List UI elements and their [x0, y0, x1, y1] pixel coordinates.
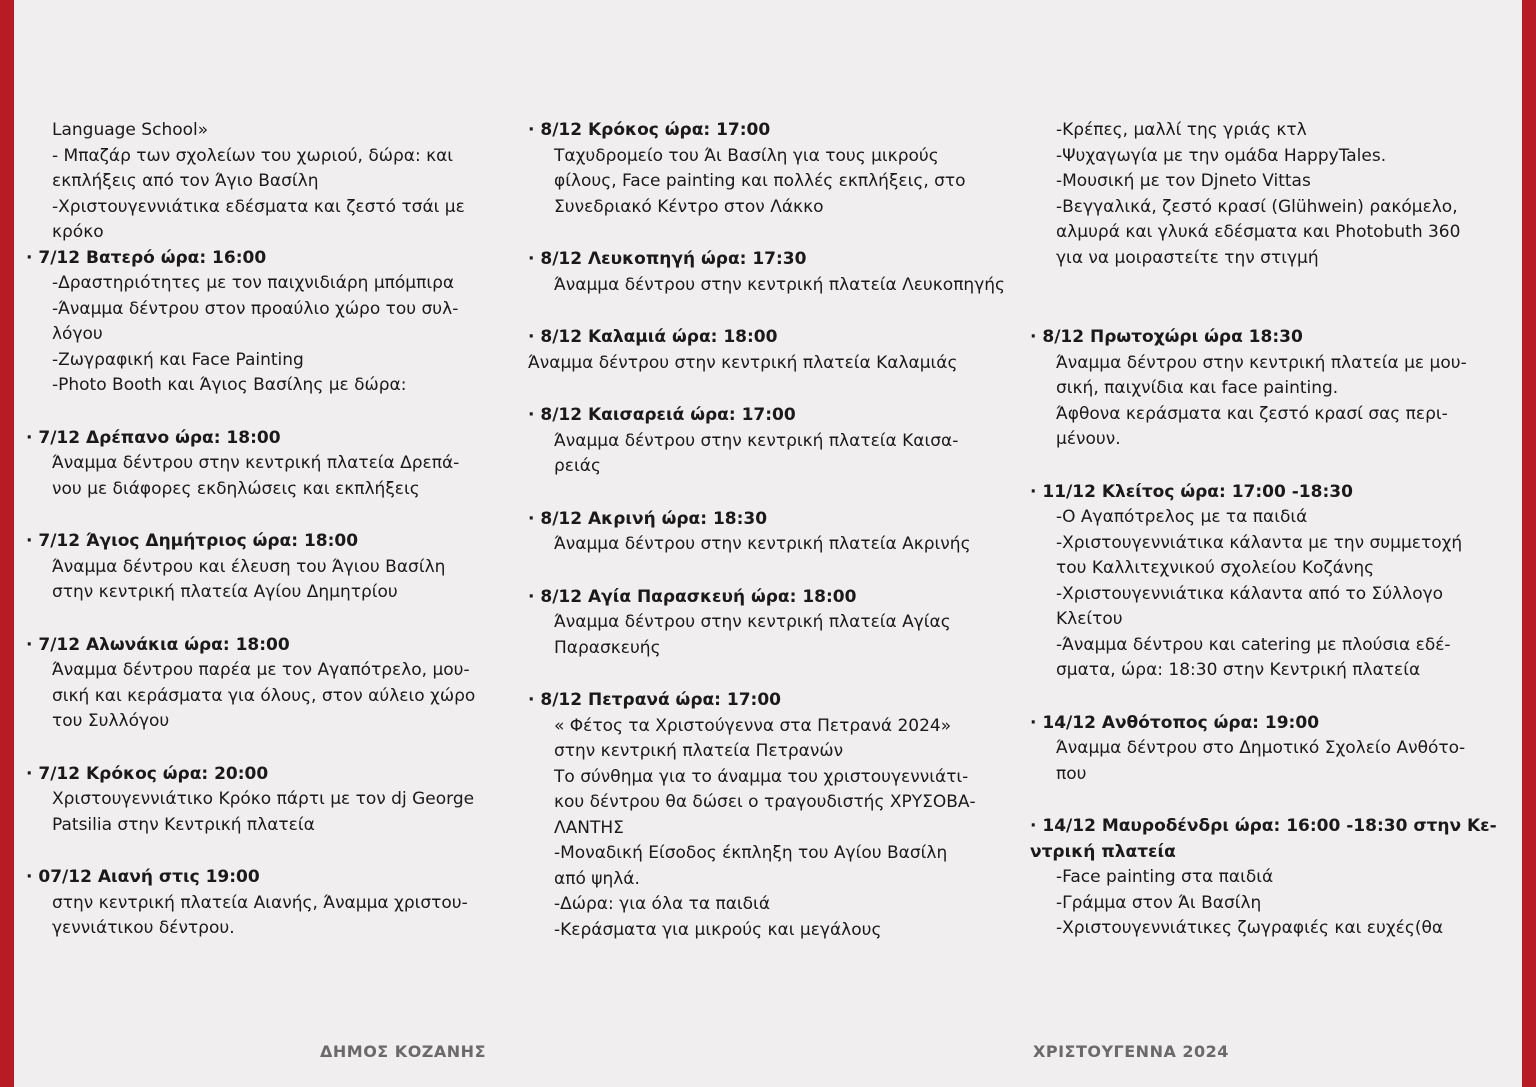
spacer — [1030, 684, 1510, 711]
event-heading: · 8/12 Λευκοπηγή ώρα: 17:30 — [528, 249, 807, 269]
event-detail-line: -Χριστουγεννιάτικα κάλαντα από το Σύλλογο — [1056, 583, 1444, 604]
footer-event-title: ΧΡΙΣΤΟΥΓΕΝΝΑ 2024 — [1033, 1042, 1229, 1061]
column-2 — [528, 118, 1018, 943]
event-detail-line: από ψηλά. — [554, 868, 640, 889]
spacer — [1030, 787, 1510, 814]
event-detail-line: -Χριστουγεννιάτικες ζωγραφιές και ευχές(θα — [1056, 918, 1444, 938]
event-detail-line: -Χριστουγεννιάτικα κάλαντα με την συμμετοχή — [1056, 532, 1463, 553]
event-detail-line: Άναμμα δέντρου παρέα με τον Αγαπότρελο, μου- — [52, 660, 470, 680]
spacer — [1030, 453, 1510, 480]
event-detail-line: - Μπαζάρ των σχολείων του χωριού, δώρα: και — [52, 145, 454, 166]
spacer — [528, 376, 1018, 403]
event-detail-line: ΛΑΝΤΗΣ — [554, 817, 624, 838]
event-heading: ντρική πλατεία — [1030, 841, 1176, 862]
event-detail-line: του Συλλόγου — [52, 711, 170, 731]
event-detail-line: -Ψυχαγωγία με την ομάδα HappyTales. — [1056, 145, 1387, 166]
event-detail-line: του Καλλιτεχνικού σχολείου Κοζάνης — [1056, 558, 1375, 578]
event-detail-line: αλμυρά και γλυκά εδέσματα και Photobuth 360 — [1056, 222, 1461, 242]
event-detail-line: Άφθονα κεράσματα και ζεστό κρασί σας περι- — [1056, 403, 1448, 424]
event-detail-line: -Ο Αγαπότρελος με τα παιδιά — [1056, 507, 1308, 527]
event-detail-line: -Άναμμα δέντρου και catering με πλούσια εδέ- — [1056, 634, 1451, 655]
event-detail-line: φίλους, Face painting και πολλές εκπλήξεις, στο — [554, 171, 966, 191]
event-detail-line: μένουν. — [1056, 429, 1121, 449]
event-detail-line: για να μοιραστείτε την στιγμή — [1056, 247, 1319, 268]
event-detail-line: -Μουσική με τον Djneto Vittas — [1056, 171, 1311, 191]
event-detail-line: Χριστουγεννιάτικο Κρόκο πάρτι με τον dj George — [52, 789, 475, 809]
event-detail-line: γεννιάτικου δέντρου. — [52, 918, 235, 938]
event-detail-line: Παρασκευής — [554, 637, 661, 658]
event-detail-line: -Άναμμα δέντρου στον προαύλιο χώρο του συλ- — [52, 298, 459, 319]
event-detail-line: Patsilia στην Κεντρική πλατεία — [52, 814, 315, 835]
event-detail-line: -Βεγγαλικά, ζεστό κρασί (Glühwein) ρακόμελο, — [1056, 196, 1458, 217]
event-detail-line: -Κεράσματα για μικρούς και μεγάλους — [554, 919, 882, 940]
event-detail-line: Άναμμα δέντρου στην κεντρική πλατεία Καλαμιάς — [528, 352, 958, 373]
event-detail-line: -Γράμμα στον Άι Βασίλη — [1056, 892, 1262, 913]
event-detail-line: Άναμμα δέντρου στο Δημοτικό Σχολείο Ανθότο- — [1056, 738, 1466, 758]
event-heading: · 7/12 Δρέπανο ώρα: 18:00 — [26, 427, 281, 448]
event-detail-line: Ταχυδρομείο του Άι Βασίλη για τους μικρούς — [554, 145, 939, 166]
event-heading: · 11/12 Κλείτος ώρα: 17:00 -18:30 — [1030, 481, 1353, 502]
spacer — [26, 735, 506, 762]
event-detail-line: στην κεντρική πλατεία Αιανής, Άναμμα χριστου- — [52, 892, 468, 913]
event-detail-line: κρόκο — [52, 222, 104, 242]
spacer — [528, 661, 1018, 688]
spacer — [528, 298, 1018, 325]
event-detail-line: ρειάς — [554, 456, 601, 476]
event-detail-line: -Δώρα: για όλα τα παιδιά — [554, 894, 771, 914]
event-detail-line: νου με διάφορες εκδηλώσεις και εκπλήξεις — [52, 478, 420, 499]
event-detail-line: Συνεδριακό Κέντρο στον Λάκκο — [554, 196, 824, 217]
event-detail-line: -Ζωγραφική και Face Painting — [52, 349, 304, 370]
right-red-border — [1522, 0, 1536, 1087]
event-heading: · 7/12 Κρόκος ώρα: 20:00 — [26, 763, 269, 784]
event-detail-line: σική και κεράσματα για όλους, στον αύλειο χώρο — [52, 685, 476, 706]
event-detail-line: -Δραστηριότητες με τον παιχνιδιάρη μπόμπιρα — [52, 273, 455, 293]
event-heading: · 8/12 Καλαμιά ώρα: 18:00 — [528, 327, 778, 347]
event-detail-line: -Μοναδική Είσοδος έκπληξη του Αγίου Βασίλη — [554, 843, 948, 863]
spacer — [26, 502, 506, 529]
event-detail-line: Κλείτου — [1056, 609, 1123, 629]
event-detail-line: εκπλήξεις από τον Άγιο Βασίλη — [52, 171, 319, 191]
event-heading: · 14/12 Ανθότοπος ώρα: 19:00 — [1030, 712, 1320, 733]
event-heading: · 14/12 Μαυροδένδρι ώρα: 16:00 -18:30 στην Κε- — [1030, 816, 1497, 836]
event-heading: · 07/12 Αιανή στις 19:00 — [26, 867, 260, 887]
spacer — [528, 558, 1018, 585]
event-detail-line: Άναμμα δέντρου στην κεντρική πλατεία με μου- — [1056, 352, 1467, 373]
event-detail-line: σική, παιχνίδια και face painting. — [1056, 378, 1339, 398]
event-detail-line: -Χριστουγεννιάτικα εδέσματα και ζεστό τσάι με — [52, 196, 465, 217]
event-detail-line: σματα, ώρα: 18:30 στην Κεντρική πλατεία — [1056, 660, 1421, 680]
event-detail-line: στην κεντρική πλατεία Πετρανών — [554, 741, 844, 761]
event-heading: · 7/12 Αλωνάκια ώρα: 18:00 — [26, 634, 290, 655]
event-detail-line: Άναμμα δέντρου στην κεντρική πλατεία Δρεπά- — [52, 453, 460, 473]
event-detail-line: στην κεντρική πλατεία Αγίου Δημητρίου — [52, 582, 398, 602]
event-heading: · 8/12 Καισαρειά ώρα: 17:00 — [528, 405, 796, 425]
event-heading: · 7/12 Άγιος Δημήτριος ώρα: 18:00 — [26, 531, 359, 551]
spacer — [26, 399, 506, 426]
event-detail-line: Άναμμα δέντρου στην κεντρική πλατεία Αγίας — [554, 612, 951, 632]
spacer — [528, 220, 1018, 247]
event-heading: · 7/12 Βατερό ώρα: 16:00 — [26, 247, 267, 268]
event-detail-line: Άναμμα δέντρου στην κεντρική πλατεία Ακρινής — [554, 534, 971, 554]
spacer — [528, 480, 1018, 507]
event-heading: · 8/12 Ακρινή ώρα: 18:30 — [528, 508, 768, 529]
event-detail-line: Το σύνθημα για το άναμμα του χριστουγεννιάτι- — [554, 766, 969, 787]
spacer — [26, 606, 506, 633]
spacer — [26, 838, 506, 865]
event-detail-line: « Φέτος τα Χριστούγεννα στα Πετρανά 2024» — [554, 715, 952, 736]
event-heading: · 8/12 Κρόκος ώρα: 17:00 — [528, 120, 771, 140]
column-3 — [1030, 118, 1510, 942]
event-heading: · 8/12 Πετρανά ώρα: 17:00 — [528, 690, 782, 710]
event-detail-line: λόγου — [52, 324, 103, 344]
event-detail-line: -Photo Booth και Άγιος Βασίλης με δώρα: — [52, 375, 407, 395]
event-heading: · 8/12 Αγία Παρασκευή ώρα: 18:00 — [528, 586, 857, 607]
left-red-border — [0, 0, 14, 1087]
event-detail-line: Άναμμα δέντρου στην κεντρική πλατεία Λευκοπηγής — [554, 274, 1006, 295]
column-1 — [26, 118, 506, 942]
event-detail-line: -Face painting στα παιδιά — [1056, 867, 1274, 887]
event-detail-line: -Κρέπες, μαλλί της γριάς κτλ — [1056, 120, 1307, 140]
footer-municipality: ΔΗΜΟΣ ΚΟΖΑΝΗΣ — [320, 1042, 486, 1061]
event-detail-line: που — [1056, 763, 1087, 784]
event-detail-line: Language School» — [52, 120, 209, 140]
event-heading: · 8/12 Πρωτοχώρι ώρα 18:30 — [1030, 327, 1303, 347]
event-detail-line: κου δέντρου θα δώσει ο τραγουδιστής ΧΡΥΣΟΒΑ- — [554, 792, 976, 812]
spacer — [1030, 298, 1510, 325]
event-detail-line: Άναμμα δέντρου στην κεντρική πλατεία Καισα- — [554, 430, 959, 451]
event-detail-line: Άναμμα δέντρου και έλευση του Άγιου Βασίλη — [52, 556, 446, 577]
spacer — [1030, 271, 1510, 298]
